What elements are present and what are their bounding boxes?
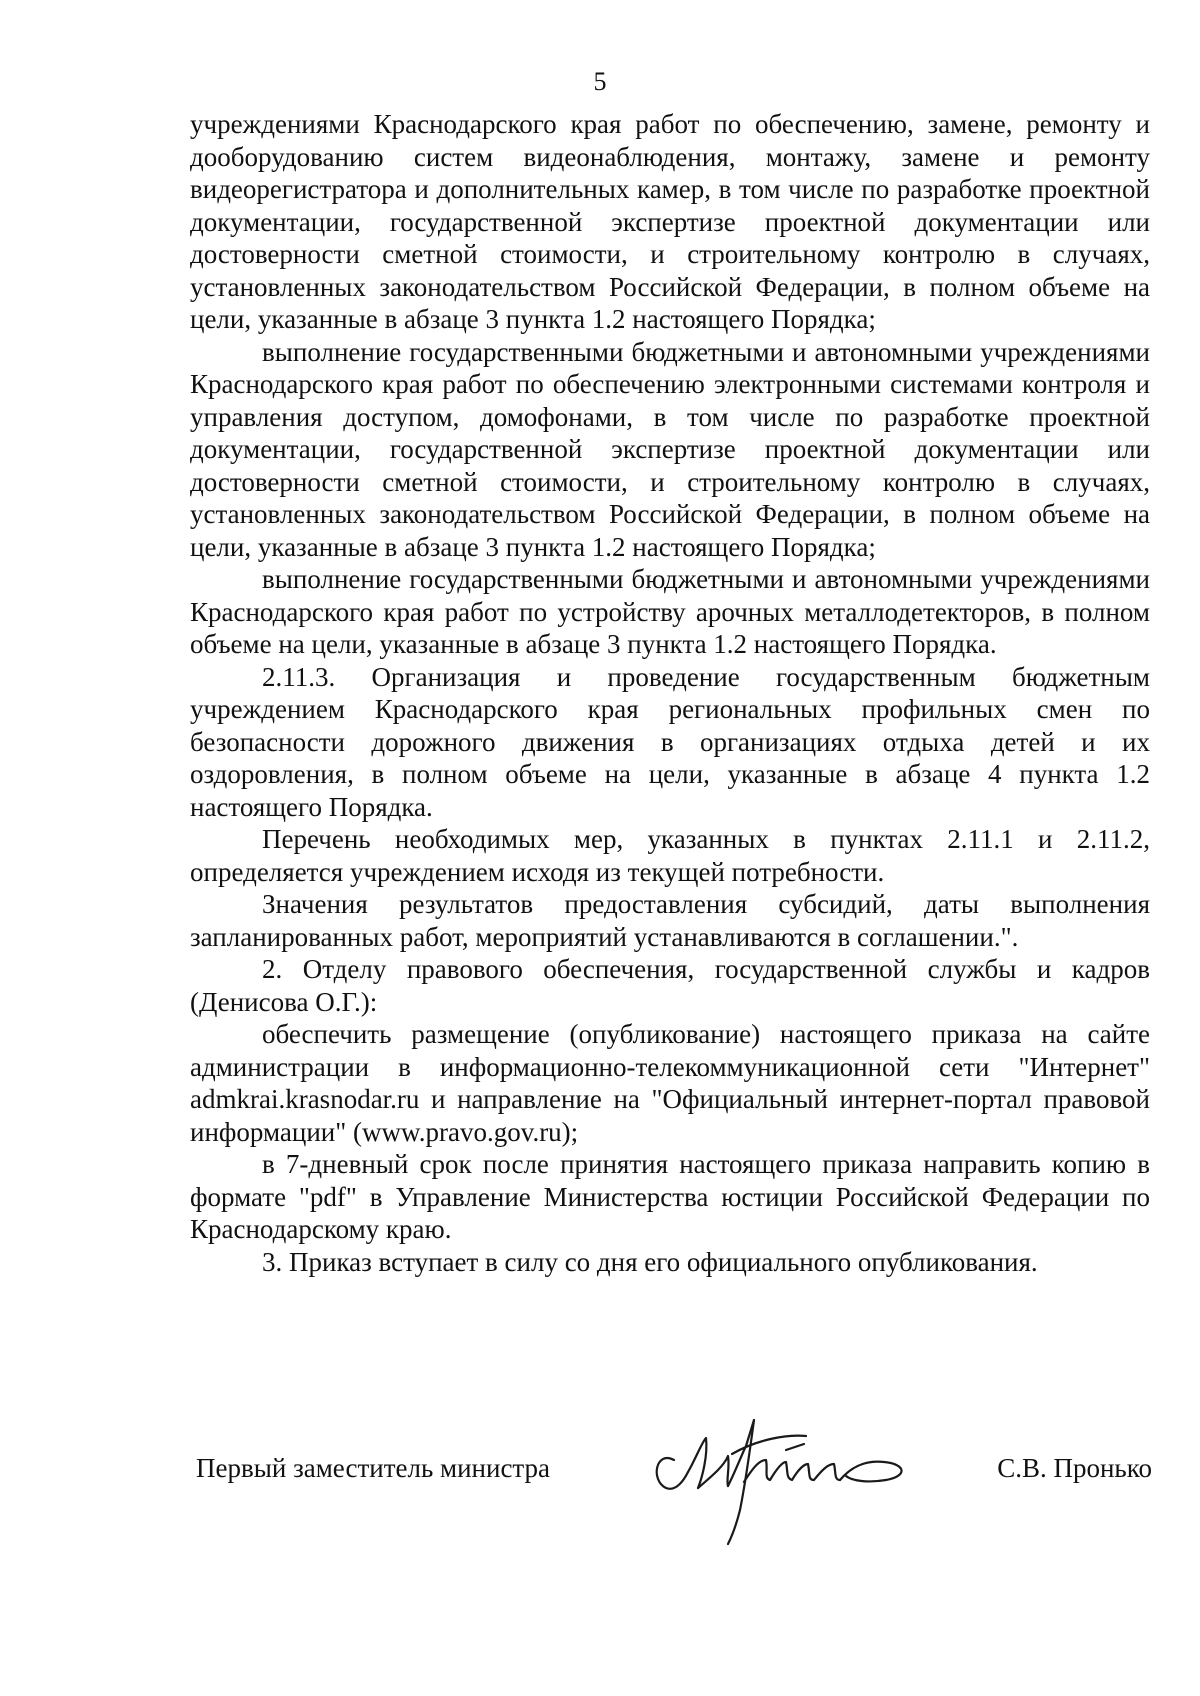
paragraph: Значения результатов предоставления субсидий, даты выполнения запланированных работ, мероприятий устанавливаются в соглашении.". (190, 889, 1150, 952)
paragraph: учреждениями Краснодарского края работ по обеспечению, замене, ремонту и дооборудованию систем видеонаблюдения, монтажу, замене и ремонту видеорегистратора и дополнительных камер, в том числе по разработке проектной документации, государственной экспертизе проектной документации или достоверности сметной стоимости, и строительному контролю в случаях, установленных законодательством Российской Федерации, в полном объеме на цели, указанные в абзаце 3 пункта 1.2 настоящего Порядка; (190, 109, 1150, 334)
signature-block (196, 1440, 1152, 1570)
handwritten-signature (636, 1380, 936, 1550)
paragraph: Перечень необходимых мер, указанных в пунктах 2.11.1 и 2.11.2, определяется учреждением исходя из текущей потребности. (190, 824, 1150, 887)
paragraph: выполнение государственными бюджетными и автономными учреждениями Краснодарского края работ по обеспечению электронными системами контроля и управления доступом, домофонами, в том числе по разработке проектной документации, государственной экспертизе проектной документации или достоверности сметной стоимости, и строительному контролю в случаях, установленных законодательством Российской Федерации, в полном объеме на цели, указанные в абзаце 3 пункта 1.2 настоящего Порядка; (190, 336, 1150, 562)
paragraph: обеспечить размещение (опубликование) настоящего приказа на сайте администрации в информационно-телекоммуникационной сети "Интернет" admkrai.krasnodar.ru и направление на "Официальный интернет-портал правовой информации" (www.pravo.gov.ru); (190, 1019, 1150, 1147)
paragraph: 2.11.3. Организация и проведение государственным бюджетным учреждением Краснодарского края региональных профильных смен по безопасности дорожного движения в организациях отдыха детей и их оздоровления, в полном объеме на цели, указанные в абзаце 4 пункта 1.2 настоящего Порядка. (190, 661, 1150, 822)
paragraph: в 7-дневный срок после принятия настоящего приказа направить копию в формате "pdf" в Управление Министерства юстиции Российской Федерации по Краснодарскому краю. (190, 1149, 1150, 1244)
paragraph: 2. Отделу правового обеспечения, государственной службы и кадров (Денисова О.Г.): (190, 954, 1150, 1017)
document-body (190, 108, 1150, 1278)
signatory-title: Первый заместитель министра (196, 1453, 551, 1483)
page-number: 5 (593, 67, 607, 96)
paragraph: 3. Приказ вступает в силу со дня его официального опубликования. (262, 1246, 1038, 1277)
paragraph: выполнение государственными бюджетными и автономными учреждениями Краснодарского края работ по устройству арочных металлодетекторов, в полном объеме на цели, указанные в абзаце 3 пункта 1.2 настоящего Порядка. (190, 564, 1150, 659)
signatory-name: С.В. Пронько (997, 1453, 1152, 1483)
